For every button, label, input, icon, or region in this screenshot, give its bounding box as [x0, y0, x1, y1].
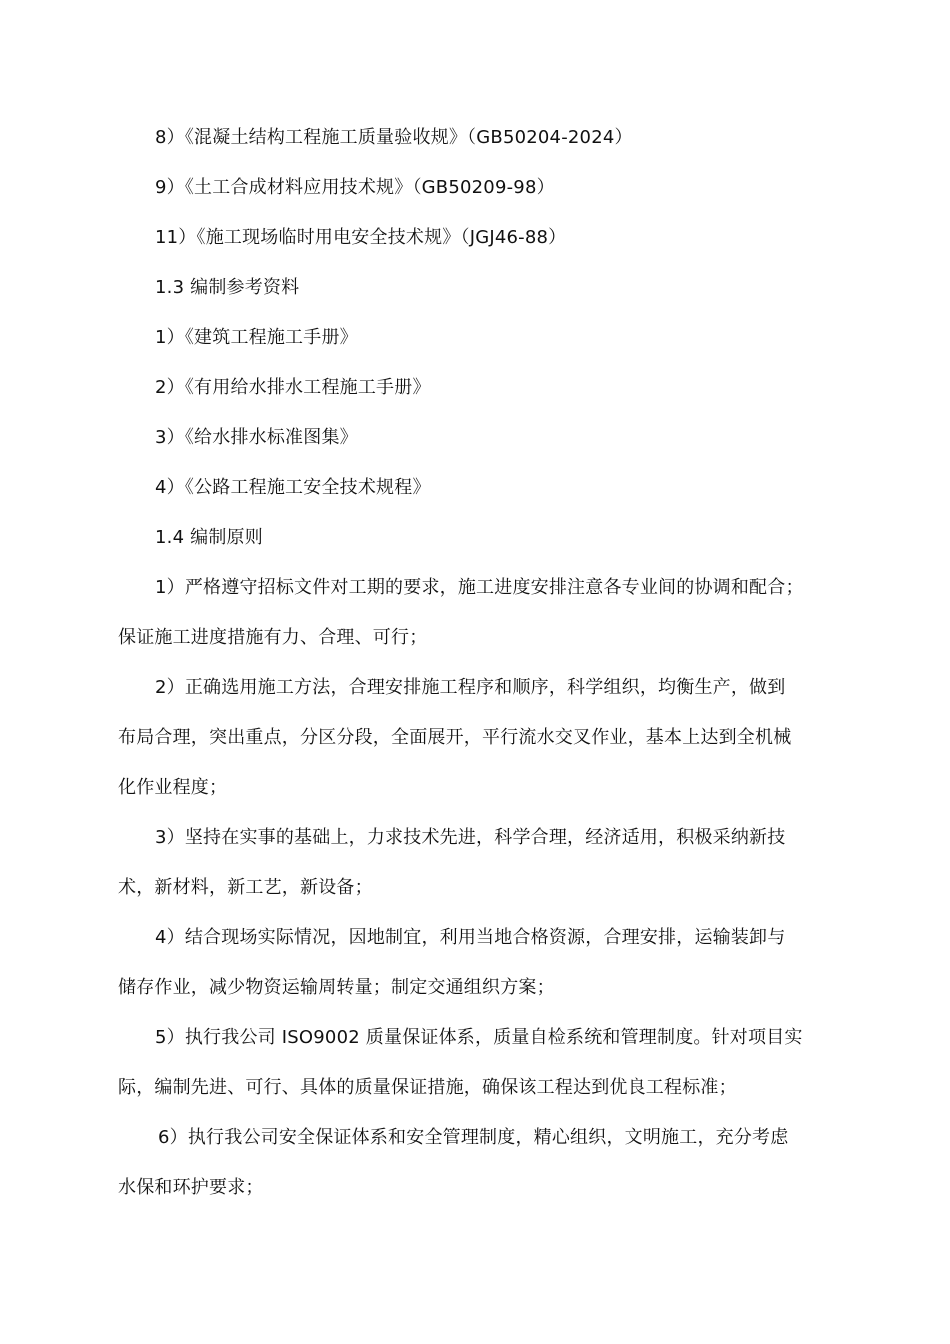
reference-item-9: 9）《土工合成材料应用技术规》（GB50209-98） — [155, 177, 555, 198]
section-heading-1-4: 1.4 编制原则 — [155, 527, 263, 548]
reference-material-2: 2）《有用给水排水工程施工手册》 — [155, 377, 431, 398]
reference-material-4: 4）《公路工程施工安全技术规程》 — [155, 477, 431, 498]
principle-2-line-3: 化作业程度； — [118, 777, 228, 798]
reference-item-11: 11）《施工现场临时用电安全技术规》（JGJ46-88） — [155, 227, 567, 248]
principle-1-line-1: 1）严格遵守招标文件对工期的要求，施工进度安排注意各专业间的协调和配合； — [155, 577, 804, 598]
principle-1-line-2: 保证施工进度措施有力、合理、可行； — [118, 627, 428, 648]
principle-3-line-2: 术，新材料，新工艺，新设备； — [118, 877, 373, 898]
principle-6-line-1: 6）执行我公司安全保证体系和安全管理制度，精心组织，文明施工，充分考虑 — [158, 1127, 789, 1148]
principle-5-line-1: 5）执行我公司 ISO9002 质量保证体系，质量自检系统和管理制度。针对项目实 — [155, 1027, 803, 1048]
reference-item-8: 8）《混凝土结构工程施工质量验收规》（GB50204-2024） — [155, 127, 633, 148]
principle-6-line-2: 水保和环护要求； — [118, 1177, 264, 1198]
principle-2-line-2: 布局合理，突出重点，分区分段，全面展开，平行流水交叉作业，基本上达到全机械 — [118, 727, 792, 748]
principle-4-line-1: 4）结合现场实际情况，因地制宜，利用当地合格资源，合理安排，运输装卸与 — [155, 927, 786, 948]
principle-2-line-1: 2）正确选用施工方法，合理安排施工程序和顺序，科学组织，均衡生产，做到 — [155, 677, 786, 698]
principle-3-line-1: 3）坚持在实事的基础上，力求技术先进，科学合理，经济适用，积极采纳新技 — [155, 827, 786, 848]
reference-material-3: 3）《给水排水标准图集》 — [155, 427, 358, 448]
principle-4-line-2: 储存作业，减少物资运输周转量；制定交通组织方案； — [118, 977, 555, 998]
principle-5-line-2: 际，编制先进、可行、具体的质量保证措施，确保该工程达到优良工程标准； — [118, 1077, 737, 1098]
reference-material-1: 1）《建筑工程施工手册》 — [155, 327, 358, 348]
section-heading-1-3: 1.3 编制参考资料 — [155, 277, 300, 298]
